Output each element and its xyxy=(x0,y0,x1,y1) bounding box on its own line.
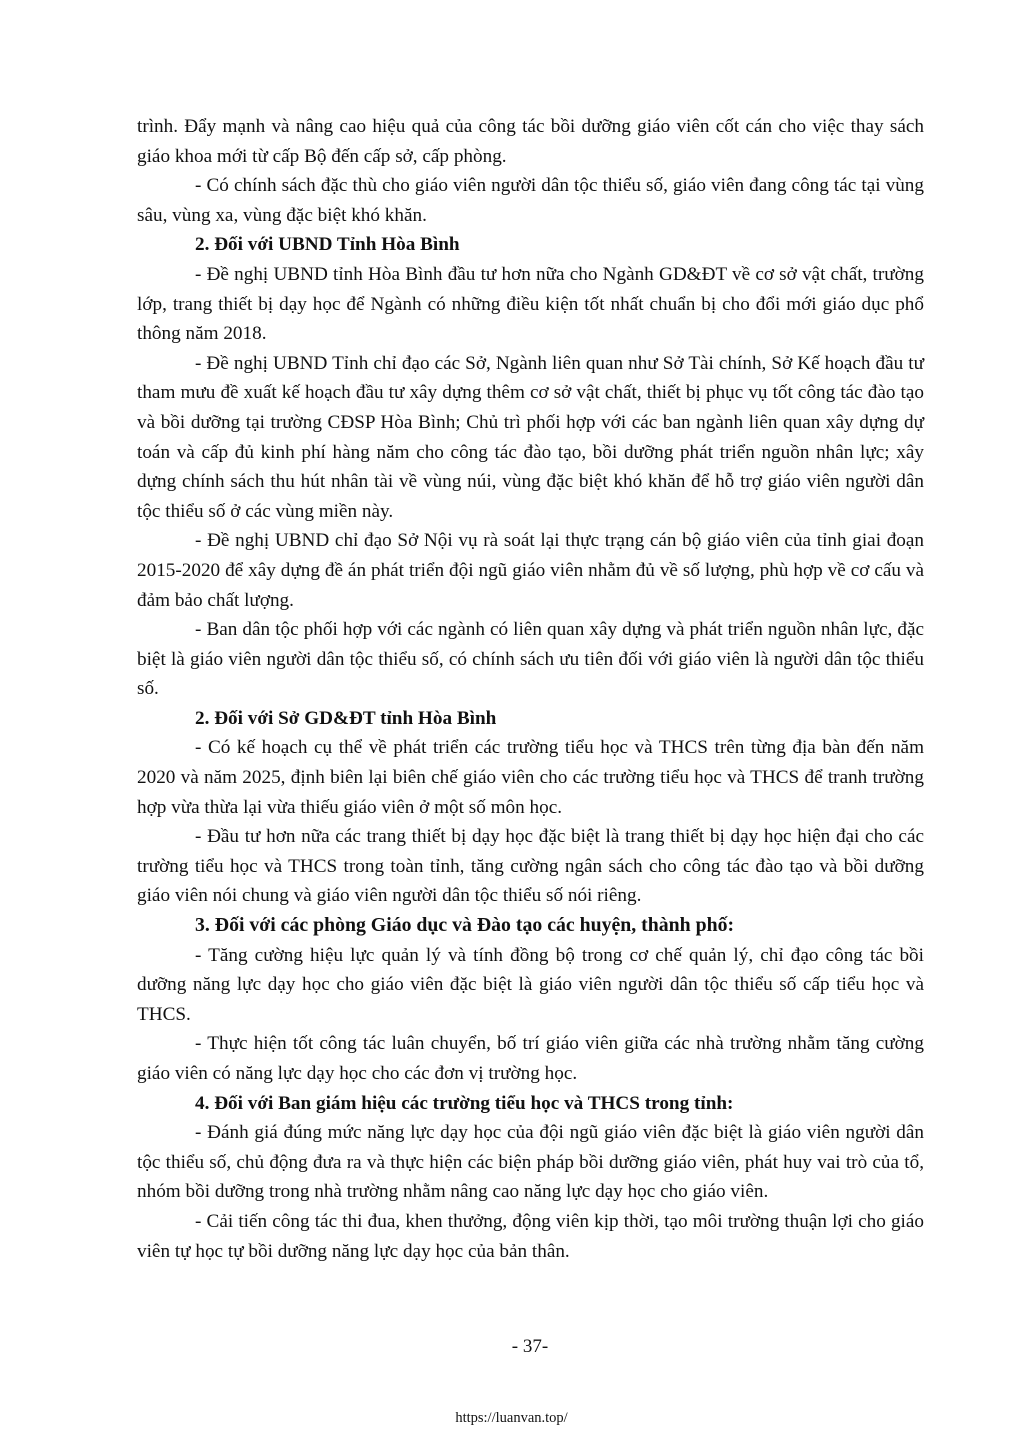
paragraph-management-effectiveness: - Tăng cường hiệu lực quản lý và tính đồng bộ trong cơ chế quản lý, chỉ đạo công tác bồi dưỡng năng lực dạy học cho giáo viên đặc biệt là giáo viên người dân tộc thiểu số cấp tiểu học và THCS. xyxy=(137,944,924,1025)
paragraph-ethnic-committee: - Ban dân tộc phối hợp với các ngành có liên quan xây dựng và phát triển nguồn nhân lực, đặc biệt là giáo viên người dân tộc thiểu số, có chính sách ưu tiên đối với giáo viên là người dân tộc thiểu số. xyxy=(137,619,924,700)
paragraph-equipment-investment: - Đầu tư hơn nữa các trang thiết bị dạy học đặc biệt là trang thiết bị dạy học hiện đại cho các trường tiểu học và THCS trong toàn tỉnh, tăng cường ngân sách cho công tác đào tạo và bồi dưỡng giáo viên nói chung và giáo viên người dân tộc thiểu số nói riêng. xyxy=(137,826,924,907)
paragraph-continuation: trình. Đẩy mạnh và nâng cao hiệu quả của công tác bồi dưỡng giáo viên cốt cán cho việc thay sách giáo khoa mới từ cấp Bộ đến cấp sở, cấp phòng. xyxy=(137,116,924,167)
section-heading-school-boards: 4. Đối với Ban giám hiệu các trường tiểu học và THCS trong tỉnh: xyxy=(195,1092,734,1114)
section-heading-district-offices: 3. Đối với các phòng Giáo dục và Đào tạo các huyện, thành phố: xyxy=(195,914,735,937)
section-heading-education-department: 2. Đối với Sở GD&ĐT tỉnh Hòa Bình xyxy=(195,707,497,729)
section-heading-provincial-committee: 2. Đối với UBND Tỉnh Hòa Bình xyxy=(195,234,460,256)
paragraph-investment-request: - Đề nghị UBND tỉnh Hòa Bình đầu tư hơn nữa cho Ngành GD&ĐT về cơ sở vật chất, trường lớp, trang thiết bị dạy học để Ngành có những điều kiện tốt nhất chuẩn bị cho đổi mới giáo dục phổ thông năm 2018. xyxy=(137,263,924,345)
paragraph-capacity-assessment: - Đánh giá đúng mức năng lực dạy học của đội ngũ giáo viên đặc biệt là giáo viên người dân tộc thiểu số, chủ động đưa ra và thực hiện các biện pháp bồi dưỡng giáo viên, phát huy vai trò của tổ, nhóm bồi dưỡng trong nhà trường nhằm nâng cao năng lực dạy học cho giáo viên. xyxy=(137,1122,924,1203)
footer-url: https://luanvan.top/ xyxy=(455,1410,568,1426)
paragraph-departments-direction: - Đề nghị UBND Tỉnh chỉ đạo các Sở, Ngành liên quan như Sở Tài chính, Sở Kế hoạch đầu tư tham mưu đề xuất kế hoạch đầu tư xây dựng thêm cơ sở vật chất, thiết bị phục vụ tốt công tác đào tạo và bồi dưỡng tại trường CĐSP Hòa Bình; Chủ trì phối hợp với các ban ngành liên quan xây dựng dự toán và cấp đủ kinh phí hàng năm cho công tác đào tạo, bồi dưỡng phát triển nguồn nhân lực; xây dựng chính sách thu hút nhân tài về vùng núi, vùng đặc biệt khó khăn để hỗ trợ giáo viên người dân tộc thiểu số ở các vùng miền này. xyxy=(137,352,924,522)
paragraph-home-affairs-review: - Đề nghị UBND chỉ đạo Sở Nội vụ rà soát lại thực trạng cán bộ giáo viên của tỉnh giai đoạn 2015-2020 để xây dựng đề án phát triển đội ngũ giáo viên nhằm đủ về số lượng, phù hợp về cơ cấu và đảm bảo chất lượng. xyxy=(137,530,924,611)
paragraph-school-development-plan: - Có kế hoạch cụ thể về phát triển các trường tiểu học và THCS trên từng địa bàn đến năm 2020 và năm 2025, định biên lại biên chế giáo viên cho các trường tiểu học và THCS để tranh trường hợp vừa thừa lại vừa thiếu giáo viên ở một số môn học. xyxy=(137,737,924,818)
paragraph-teacher-rotation: - Thực hiện tốt công tác luân chuyển, bố trí giáo viên giữa các nhà trường nhằm tăng cường giáo viên có năng lực dạy học cho các đơn vị trường học. xyxy=(137,1033,924,1084)
paragraph-ethnic-teacher-policy: - Có chính sách đặc thù cho giáo viên người dân tộc thiểu số, giáo viên đang công tác tại vùng sâu, vùng xa, vùng đặc biệt khó khăn. xyxy=(137,175,924,226)
paragraph-emulation-reward: - Cải tiến công tác thi đua, khen thưởng, động viên kịp thời, tạo môi trường thuận lợi cho giáo viên tự học tự bồi dưỡng năng lực dạy học của bản thân. xyxy=(137,1210,924,1262)
page-number: - 37- xyxy=(511,1336,549,1357)
document-body xyxy=(137,112,924,1266)
